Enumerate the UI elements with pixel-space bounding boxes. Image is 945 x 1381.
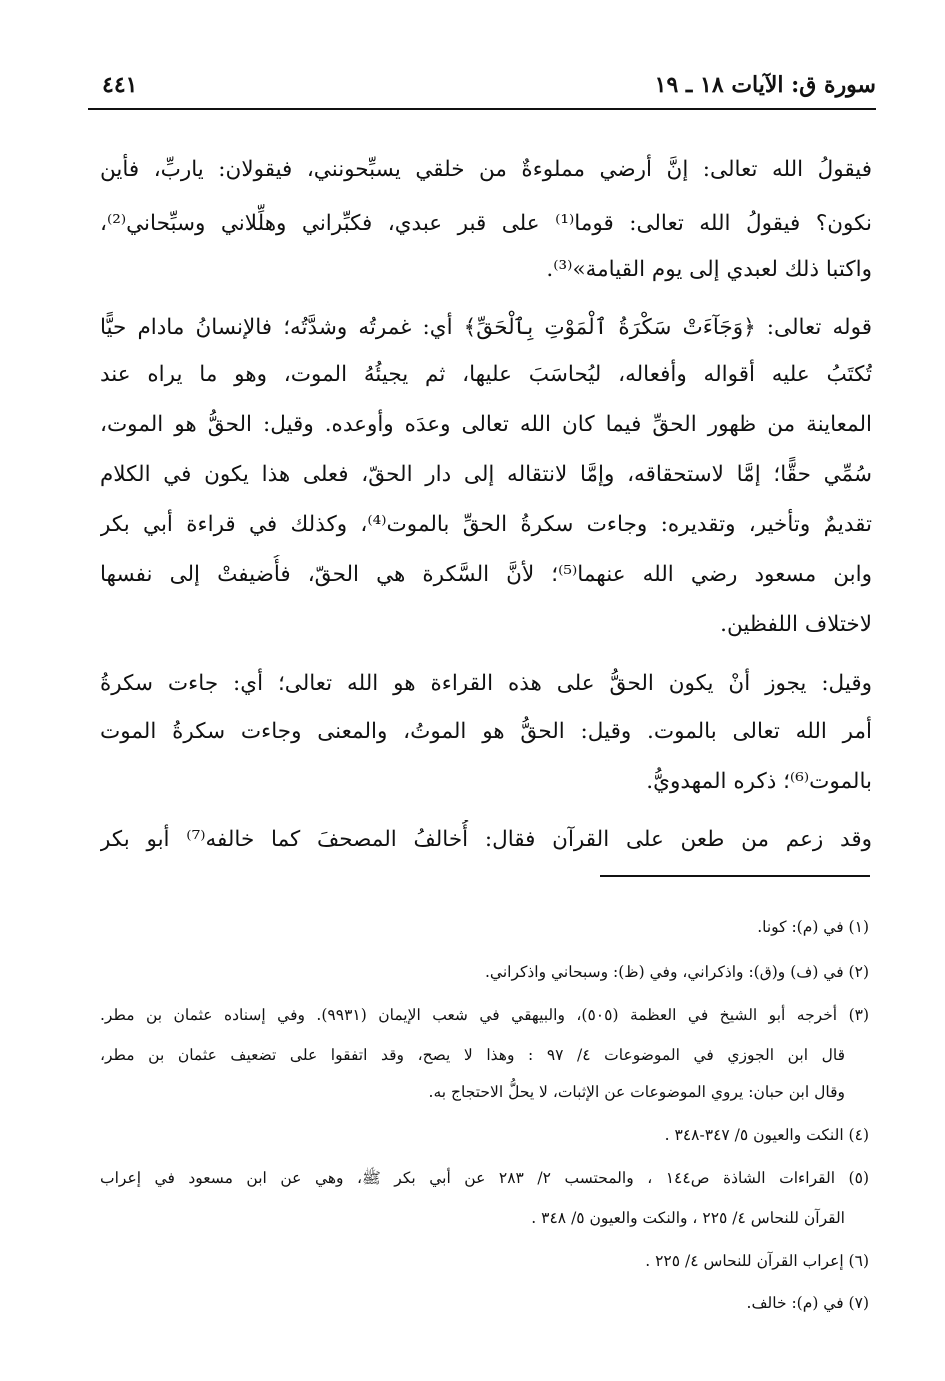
footnote-3-cont: قال ابن الجوزي في الموضوعات ٤/ ٩٧ : وهذا لا يصح، وقد اتفقوا على تضعيف عثمان بن مطر، <box>100 1046 845 1064</box>
text-line: وابن مسعود رضي الله عنهما⁽⁵⁾؛ لأنَّ السَّكرة هي الحقّ، فأُضيفتْ إلى نفسها <box>100 562 872 587</box>
surah-title: سورة ق: الآيات ١٨ ـ ١٩ <box>654 72 876 98</box>
text-line: واكتبا ذلك لعبدي إلى يوم القيامة»⁽³⁾. <box>546 257 872 282</box>
text-line: تُكتَبُ عليه أقواله وأفعاله، ليُحاسَبَ عليها، ثم يجيئُهُ الموت، وهو ما يراه عند <box>100 362 872 387</box>
running-header <box>88 72 876 106</box>
footnote-6: (٦) إعراب القرآن للنحاس ٤/ ٢٢٥ . <box>645 1252 869 1270</box>
header-divider <box>88 108 876 110</box>
text-line: المعاينة من ظهور الحقِّ فيما كان الله تعالى وعدَه وأوعده. وقيل: الحقُّ هو الموت، <box>100 412 872 437</box>
footnote-3: (٣) أخرجه أبو الشيخ في العظمة (٥٠٥)، والبيهقي في شعب الإيمان (٩٩٣١). وفي إسناده عثمان بن مطر. <box>100 1006 869 1024</box>
text-line: تقديمٌ وتأخير، وتقديره: وجاءت سكرةُ الحقِّ بالموت⁽⁴⁾، وكذلك في قراءة أبي بكر <box>100 512 872 537</box>
page-number: ٤٤١ <box>102 72 138 98</box>
text-line: فيقولُ الله تعالى: إنَّ أرضي مملوءةٌ من خلقي يسبِّحونني، فيقولان: ياربِّ، فأين <box>100 157 872 182</box>
text-line: سُمِّي حقًّا؛ إمَّا لاستحقاقه، وإمَّا لانتقاله إلى دار الحقّ، فعلى هذا يكون في الكلام <box>100 462 872 487</box>
text-line: بالموت⁽⁶⁾؛ ذكره المهدويُّ. <box>646 769 872 794</box>
text-line: وقد زعم من طعن على القرآن فقال: أُخالفُ المصحفَ كما خالفه⁽⁷⁾ أبو بكر <box>100 827 872 852</box>
footnote-5: (٥) القراءات الشاذة ص١٤٤ ، والمحتسب ٢/ ٢٨٣ عن أبي بكر ﷺ، وهي عن ابن مسعود في إعراب <box>100 1169 869 1187</box>
footnote-3-cont: وقال ابن حبان: يروي الموضوعات عن الإثبات، لا يحلُّ الاحتجاج به. <box>428 1083 845 1101</box>
footnote-7: (٧) في (م): خالف. <box>746 1294 869 1312</box>
footnote-2: (٢) في (ف) و(ق): واذكراني، وفي (ظ): وسبحاني واذكراني. <box>484 963 869 981</box>
text-line: نكون؟ فيقولُ الله تعالى: قوما⁽¹⁾ على قبر عبدي، فكبِّراني وهلِّلاني وسبِّحاني⁽²⁾، <box>100 211 872 236</box>
footnote-4: (٤) النكت والعيون ٥/ ٣٤٧-٣٤٨ . <box>664 1126 869 1144</box>
text-line: وقيل: يجوز أنْ يكون الحقُّ على هذه القراءة هو الله تعالى؛ أي: جاءت سكرةُ <box>100 671 872 696</box>
text-line: لاختلاف اللفظين. <box>720 612 872 637</box>
footnote-5-cont: القرآن للنحاس ٤/ ٢٢٥ ، والنكت والعيون ٥/ ٣٤٨ . <box>531 1209 845 1227</box>
footnote-1: (١) في (م): كونا. <box>757 918 869 936</box>
text-line: قوله تعالى: ﴿وَجَآءَتْ سَكْرَةُ ٱلْمَوْتِ بِٱلْحَقِّ﴾ أي: غمرتُه وشدَّتُه؛ فالإنسانُ مادام حيًّا <box>100 315 872 340</box>
footnote-divider <box>600 875 870 877</box>
text-line: أمر الله تعالى بالموت. وقيل: الحقُّ هو الموتُ، والمعنى وجاءت سكرةُ الموت <box>100 719 872 744</box>
